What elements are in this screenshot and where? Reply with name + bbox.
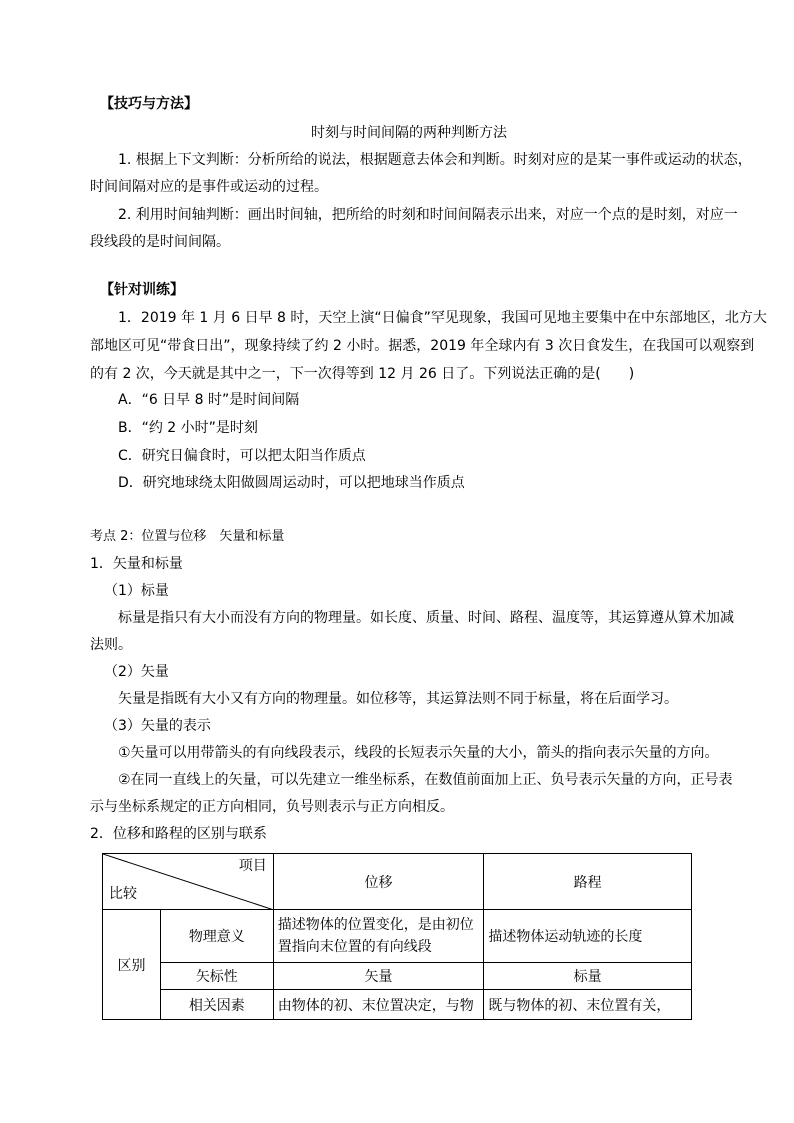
table-header-diagonal-cell [103, 854, 274, 910]
header-distance: 路程 [484, 854, 692, 910]
scalar-text-line-1: 标量是指只有大小而没有方向的物理量。如长度、质量、时间、路程、温度等，其运算遵从算术加减 [118, 610, 734, 626]
row-physical-meaning-displacement: 描述物体的位置变化，是由初位置指向末位置的有向线段 [273, 910, 484, 963]
tips-title: 时刻与时间间隔的两种判断方法 [311, 125, 507, 141]
tips-paragraph-2-line-2: 段线段的是时间间隔。 [90, 234, 230, 250]
question-1-line-1: 1．2019 年 1 月 6 日早 8 时，天空上演“日偏食”罕见现象，我国可见地主要集中在中东部地区，北方大 [118, 310, 767, 326]
option-b: B．“约 2 小时”是时刻 [118, 420, 258, 436]
tips-heading: 【技巧与方法】 [100, 96, 198, 112]
question-1-line-3: 的有 2 次，今天就是其中之一，下一次得等到 12 月 26 日了。下列说法正确的是( ) [90, 366, 635, 382]
scalar-text-line-2: 法则。 [90, 637, 132, 653]
vector-representation-b-line-2: 示与坐标系规定的正方向相同，负号则表示与正方向相反。 [90, 799, 454, 815]
header-compare-label: 比较 [109, 886, 137, 902]
row-physical-meaning-label: 物理意义 [160, 910, 273, 963]
tips-paragraph-2-line-1: 2. 利用时间轴判断：画出时间轴，把所给的时刻和时间间隔表示出来，对应一个点的是时刻，对应一 [118, 207, 738, 223]
scalar-title: （1）标量 [104, 583, 169, 599]
row-group-difference: 区别 [103, 910, 161, 1020]
question-1-line-2: 部地区可见“带食日出”，现象持续了约 2 小时。据悉，2019 年全球内有 3 次日食发生，在我国可以观察到 [90, 338, 755, 354]
vector-representation-a: ①矢量可以用带箭头的有向线段表示，线段的长短表示矢量的大小，箭头的指向表示矢量的方向。 [118, 745, 719, 761]
row-vector-scalar-label: 矢标性 [160, 963, 273, 990]
row-physical-meaning-distance: 描述物体运动轨迹的长度 [484, 910, 692, 963]
subsection-1-title: 1．矢量和标量 [90, 556, 183, 572]
row-factors-distance: 既与物体的初、末位置有关， [484, 990, 692, 1020]
tips-paragraph-1-line-1: 1. 根据上下文判断：分析所给的说法，根据题意去体会和判断。时刻对应的是某一事件或运动的状态， [118, 152, 752, 168]
tips-paragraph-1-line-2: 时间间隔对应的是事件或运动的过程。 [90, 179, 328, 195]
practice-heading: 【针对训练】 [100, 282, 184, 298]
vector-text: 矢量是指既有大小又有方向的物理量。如位移等，其运算法则不同于标量，将在后面学习。 [118, 691, 678, 707]
vector-representation-b-line-1: ②在同一直线上的矢量，可以先建立一维坐标系，在数值前面加上正、负号表示矢量的方向，正号表 [118, 772, 733, 788]
displacement-distance-table [102, 853, 692, 1020]
header-displacement: 位移 [273, 854, 484, 910]
option-a: A．“6 日早 8 时”是时间间隔 [118, 392, 300, 408]
row-factors-label: 相关因素 [160, 990, 273, 1020]
row-vector-scalar-displacement: 矢量 [273, 963, 484, 990]
vector-representation-title: （3）矢量的表示 [104, 718, 211, 734]
row-factors-displacement: 由物体的初、末位置决定，与物 [273, 990, 484, 1020]
vector-title: （2）矢量 [104, 664, 169, 680]
row-vector-scalar-distance: 标量 [484, 963, 692, 990]
option-c: C．研究日偏食时，可以把太阳当作质点 [118, 448, 366, 464]
subsection-2-title: 2．位移和路程的区别与联系 [90, 826, 267, 842]
point-2-heading: 考点 2：位置与位移 矢量和标量 [90, 529, 285, 544]
option-d: D．研究地球绕太阳做圆周运动时，可以把地球当作质点 [118, 475, 465, 491]
header-item-label: 项目 [238, 858, 267, 874]
